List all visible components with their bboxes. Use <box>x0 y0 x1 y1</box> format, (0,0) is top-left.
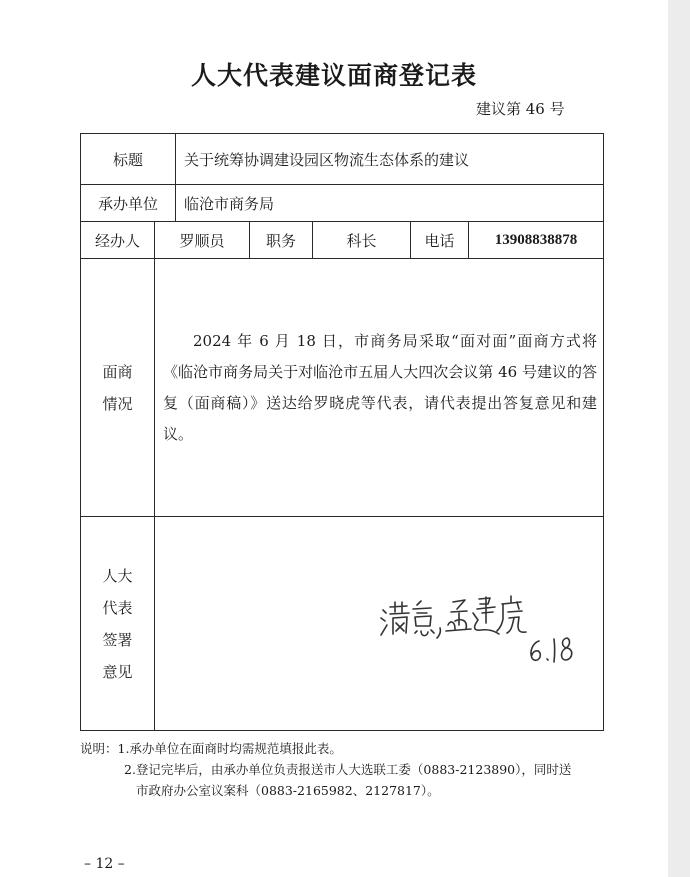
row-opinion <box>81 517 604 731</box>
handler-value: 罗顺员 <box>155 222 250 259</box>
phone-value: 13908838878 <box>469 222 604 259</box>
situation-label-line: 面商 <box>102 362 133 381</box>
situation-label <box>81 259 155 517</box>
subject-value: 关于统筹协调建设园区物流生态体系的建议 <box>176 134 604 185</box>
situation-text: 2024 年 6 月 18 日，市商务局采取“面对面”面商方式将《临沧市商务局关于对临沧市五届人大四次会议第 46 号建议的答复（面商稿）》送达给罗晓虎等代表，请代表提出答复意见和建议。 <box>155 259 604 517</box>
unit-value: 临沧市商务局 <box>176 185 604 222</box>
situation-label-line: 情况 <box>102 394 133 413</box>
opinion-label-line: 代表 <box>102 598 133 617</box>
registration-form <box>80 133 604 731</box>
note-line-3: 市政府办公室议案科（0883-2165982、2127817）。 <box>136 783 440 798</box>
row-situation <box>81 259 604 517</box>
row-handler <box>81 222 604 259</box>
page-edge <box>668 0 690 877</box>
opinion-label-line: 签署 <box>102 630 133 649</box>
row-subject <box>81 134 604 185</box>
phone-label: 电话 <box>411 222 469 259</box>
unit-label: 承办单位 <box>81 185 176 222</box>
opinion-label <box>81 517 155 731</box>
page-number: – 12 – <box>84 856 125 872</box>
post-value: 科长 <box>313 222 411 259</box>
row-unit <box>81 185 604 222</box>
note-line-1: 说明：1.承办单位在面商时均需规范填报此表。 <box>80 741 342 756</box>
serial-number: 建议第 46 号 <box>476 100 565 118</box>
post-label: 职务 <box>250 222 313 259</box>
form-notes <box>80 738 620 801</box>
opinion-cell <box>155 517 604 731</box>
handler-label: 经办人 <box>81 222 155 259</box>
opinion-label-line: 意见 <box>102 662 133 681</box>
subject-label: 标题 <box>81 134 176 185</box>
opinion-label-line: 人大 <box>102 566 133 585</box>
form-title: 人大代表建议面商登记表 <box>190 61 477 90</box>
handwritten-signature <box>155 517 603 729</box>
note-line-2: 2.登记完毕后，由承办单位负责报送市人大选联工委（0883-2123890），同时送 <box>124 762 572 777</box>
